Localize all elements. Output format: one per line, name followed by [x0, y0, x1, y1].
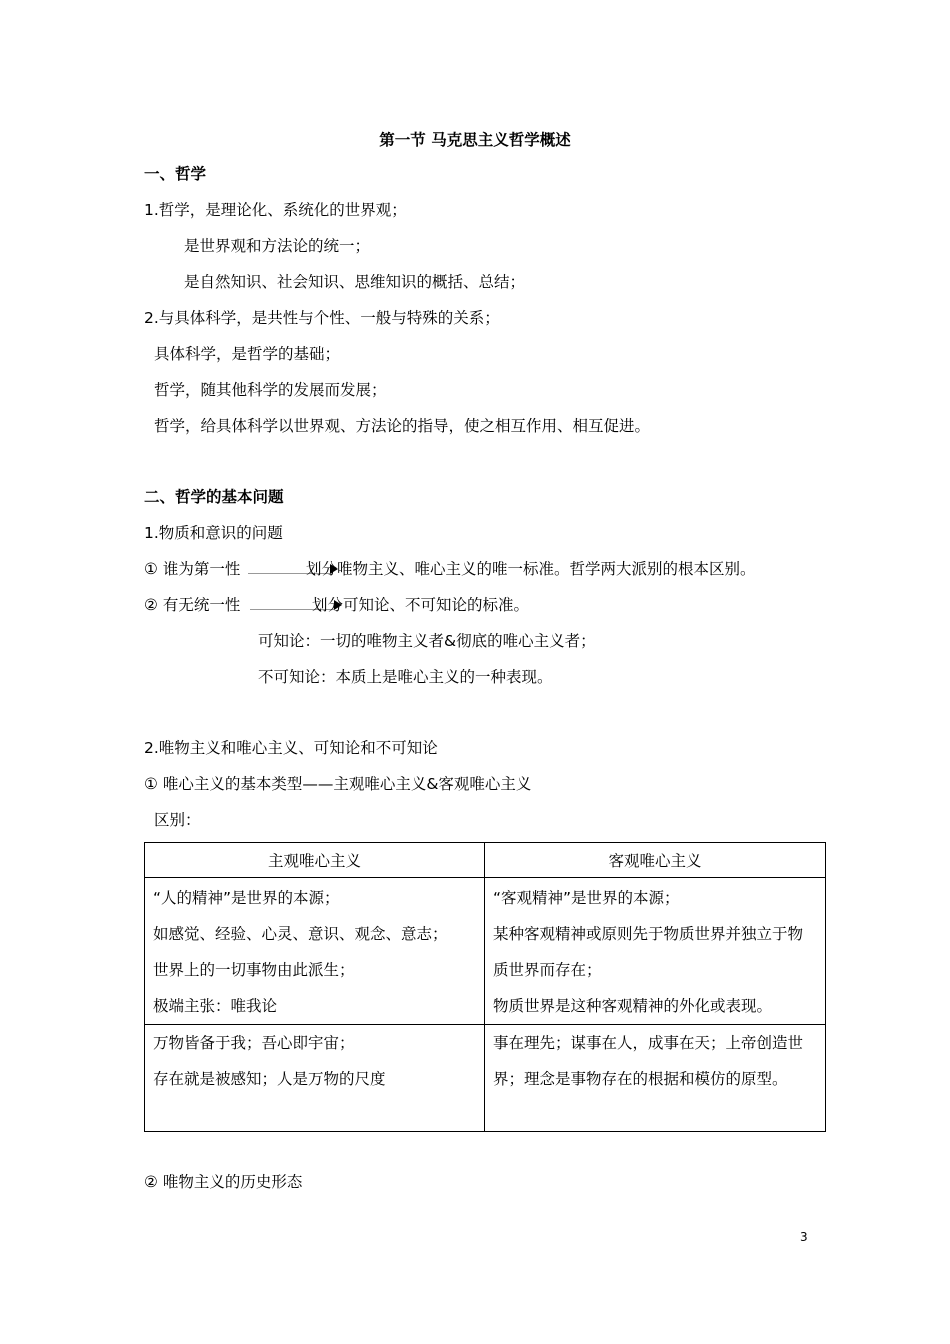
text-line: 区别：	[154, 811, 201, 829]
text-line: 2.唯物主义和唯心主义、可知论和不可知论	[144, 739, 438, 757]
table-cell	[145, 1025, 485, 1132]
text-line: 划分唯物主义、唯心主义的唯一标准。哲学两大派别的根本区别。	[306, 560, 756, 578]
text-line: 哲学，给具体科学以世界观、方法论的指导，使之相互作用、相互促进。	[154, 417, 651, 435]
text-line: 可知论：一切的唯物主义者&彻底的唯心主义者；	[258, 632, 596, 650]
text-line: 是世界观和方法论的统一；	[184, 237, 371, 255]
text-line: ① 谁为第一性	[144, 560, 241, 578]
cell-line: 如感觉、经验、心灵、意识、观念、意志；	[153, 925, 448, 943]
cell-line: 存在就是被感知；人是万物的尺度	[153, 1070, 386, 1088]
text-line: ② 唯物主义的历史形态	[144, 1173, 303, 1191]
text-line: 1.哲学，是理论化、系统化的世界观；	[144, 201, 407, 219]
cell-line: “客观精神”是世界的本源；	[493, 889, 680, 907]
table-header-cell: 客观唯心主义	[485, 843, 826, 878]
cell-line: 万物皆备于我；吾心即宇宙；	[153, 1034, 355, 1052]
table-row	[145, 878, 826, 1025]
table-header-row	[145, 843, 826, 878]
comparison-table	[144, 842, 826, 1132]
table-cell	[145, 878, 485, 1025]
table-cell	[485, 878, 826, 1025]
cell-line: 某种客观精神或原则先于物质世界并独立于物质世界而存在；	[493, 925, 804, 979]
table-header-cell: 主观唯心主义	[145, 843, 485, 878]
cell-line: 极端主张：唯我论	[153, 997, 278, 1015]
text-line: 具体科学，是哲学的基础；	[154, 345, 341, 363]
table-row	[145, 1025, 826, 1132]
section-heading-philosophy: 一、哲学	[144, 165, 207, 183]
text-line: 1.物质和意识的问题	[144, 524, 283, 542]
page-number: 3	[800, 1230, 808, 1244]
cell-line: 世界上的一切事物由此派生；	[153, 961, 355, 979]
text-line: 2.与具体科学，是共性与个性、一般与特殊的关系；	[144, 309, 500, 327]
table-cell	[485, 1025, 826, 1132]
page-title: 第一节 马克思主义哲学概述	[379, 131, 571, 149]
text-line: 划分可知论、不可知论的标准。	[312, 596, 530, 614]
cell-line: 物质世界是这种客观精神的外化或表现。	[493, 997, 773, 1015]
section-heading-basic-question: 二、哲学的基本问题	[144, 488, 284, 506]
text-line: ① 唯心主义的基本类型——主观唯心主义&客观唯心主义	[144, 775, 532, 793]
cell-line: 事在理先；谋事在人，成事在天；上帝创造世界；理念是事物存在的根据和模仿的原型。	[493, 1034, 804, 1088]
cell-line: “人的精神”是世界的本源；	[153, 889, 340, 907]
text-line: ② 有无统一性	[144, 596, 241, 614]
text-line: 哲学，随其他科学的发展而发展；	[154, 381, 387, 399]
text-line: 是自然知识、社会知识、思维知识的概括、总结；	[184, 273, 526, 291]
text-line: 不可知论：本质上是唯心主义的一种表现。	[258, 668, 553, 686]
